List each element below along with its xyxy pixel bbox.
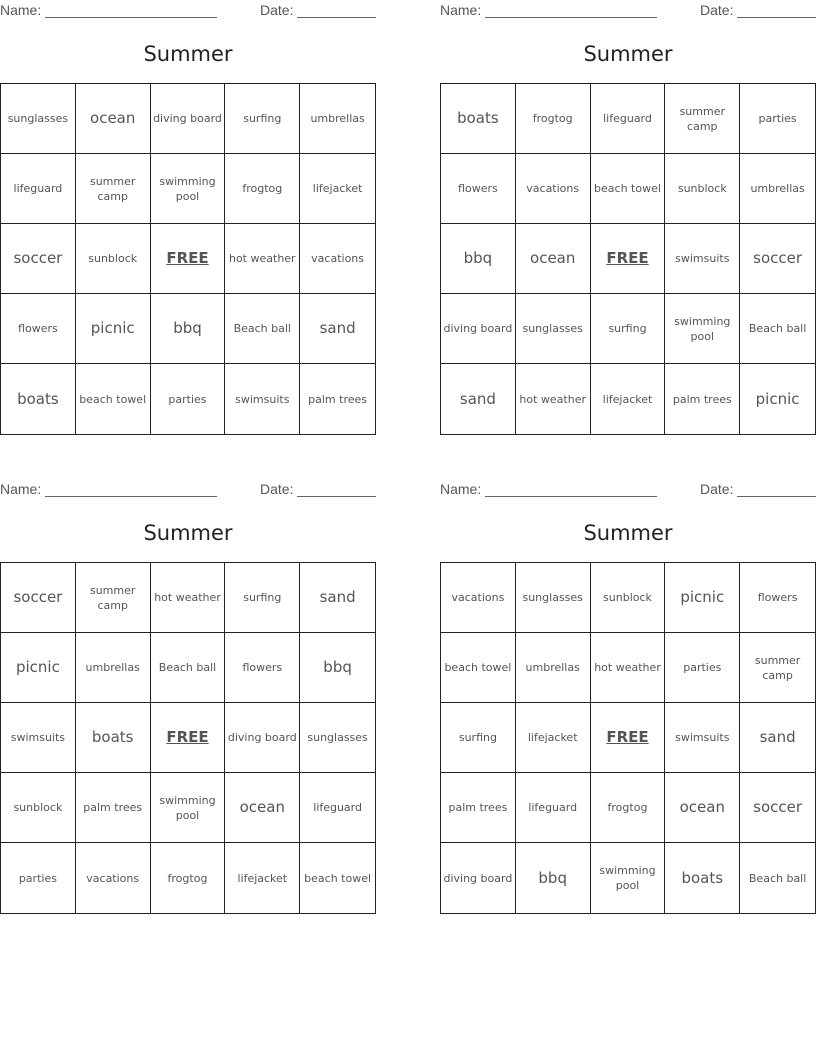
name-date-bar bbox=[0, 2, 376, 20]
bingo-cell: sunblock bbox=[1, 773, 76, 843]
bingo-cell: lifeguard bbox=[300, 773, 375, 843]
bingo-cell: picnic bbox=[665, 563, 740, 633]
date-label: Date: bbox=[260, 481, 294, 497]
free-space-cell: FREE bbox=[591, 224, 666, 294]
name-label: Name: bbox=[0, 481, 42, 497]
bingo-cell: sunglasses bbox=[1, 84, 76, 154]
bingo-cell: palm trees bbox=[665, 364, 740, 434]
bingo-cell: lifeguard bbox=[591, 84, 666, 154]
bingo-cell: sunblock bbox=[76, 224, 151, 294]
name-date-bar bbox=[0, 481, 376, 499]
bingo-cell: swimming pool bbox=[591, 843, 666, 913]
bingo-cell: palm trees bbox=[308, 392, 368, 406]
bingo-cell: picnic bbox=[1, 633, 76, 703]
bingo-cell: lifejacket bbox=[300, 154, 375, 224]
date-blank-line bbox=[737, 496, 816, 497]
bingo-cell: sand bbox=[300, 294, 375, 364]
name-label: Name: bbox=[440, 2, 482, 18]
bingo-cell: swimming pool bbox=[665, 294, 740, 364]
bingo-cell: sunglasses bbox=[516, 294, 591, 364]
bingo-cell: bbq bbox=[300, 633, 375, 703]
date-label: Date: bbox=[700, 481, 734, 497]
bingo-cell: Beach ball bbox=[740, 294, 815, 364]
bingo-cell: beach towel bbox=[304, 871, 372, 885]
bingo-grid bbox=[0, 83, 376, 435]
bingo-cell: sunblock bbox=[591, 563, 666, 633]
bingo-cell: lifejacket bbox=[225, 843, 300, 913]
free-space-cell: FREE bbox=[151, 703, 226, 773]
bingo-cell: swimming pool bbox=[151, 154, 226, 224]
date-blank-line bbox=[737, 17, 816, 18]
name-label: Name: bbox=[0, 2, 42, 18]
bingo-cell: umbrellas bbox=[516, 633, 591, 703]
bingo-cell: bbq bbox=[516, 843, 591, 913]
bingo-cell: picnic bbox=[755, 389, 800, 408]
bingo-cell: swimsuits bbox=[665, 224, 740, 294]
bingo-cell: surfing bbox=[225, 563, 300, 633]
bingo-cell: Beach ball bbox=[151, 633, 226, 703]
bingo-cell: flowers bbox=[441, 154, 516, 224]
free-space-cell: FREE bbox=[591, 703, 666, 773]
bingo-cell: surfing bbox=[591, 294, 666, 364]
bingo-cell: picnic bbox=[76, 294, 151, 364]
name-blank-line bbox=[45, 17, 217, 18]
bingo-cell: surfing bbox=[225, 84, 300, 154]
bingo-cell: beach towel bbox=[76, 364, 151, 434]
date-label: Date: bbox=[700, 2, 734, 18]
card-title: Summer bbox=[583, 42, 673, 66]
bingo-cell: summer camp bbox=[76, 154, 151, 224]
bingo-cell: umbrellas bbox=[300, 84, 375, 154]
bingo-cell: Beach ball bbox=[748, 871, 807, 885]
bingo-cell: soccer bbox=[1, 563, 76, 633]
bingo-cell: palm trees bbox=[76, 773, 151, 843]
bingo-cell: parties bbox=[665, 633, 740, 703]
bingo-grid bbox=[0, 562, 376, 914]
bingo-cell: lifejacket bbox=[516, 703, 591, 773]
card-title: Summer bbox=[143, 42, 233, 66]
bingo-cell: boats bbox=[1, 364, 76, 434]
bingo-cell: flowers bbox=[225, 633, 300, 703]
bingo-cell: summer camp bbox=[76, 563, 151, 633]
bingo-cell: swimsuits bbox=[1, 703, 76, 773]
bingo-cell: beach towel bbox=[591, 154, 666, 224]
bingo-cell: soccer bbox=[740, 773, 815, 843]
name-date-bar bbox=[440, 481, 816, 499]
bingo-cell: surfing bbox=[441, 703, 516, 773]
bingo-cell: flowers bbox=[1, 294, 76, 364]
bingo-cell: diving board bbox=[441, 294, 516, 364]
bingo-cell: palm trees bbox=[441, 773, 516, 843]
name-blank-line bbox=[485, 496, 657, 497]
bingo-cell: beach towel bbox=[441, 633, 516, 703]
date-blank-line bbox=[297, 17, 376, 18]
name-label: Name: bbox=[440, 481, 482, 497]
bingo-cell: flowers bbox=[740, 563, 815, 633]
bingo-cell: umbrellas bbox=[740, 154, 815, 224]
card-title: Summer bbox=[143, 521, 233, 545]
name-date-bar bbox=[440, 2, 816, 20]
bingo-cell: hot weather bbox=[516, 364, 591, 434]
bingo-cell: sand bbox=[740, 703, 815, 773]
bingo-cell: parties bbox=[740, 84, 815, 154]
bingo-grid bbox=[440, 83, 816, 435]
bingo-cell: hot weather bbox=[151, 563, 226, 633]
bingo-cell: sunglasses bbox=[300, 703, 375, 773]
bingo-cell: diving board bbox=[441, 843, 516, 913]
bingo-cell: ocean bbox=[225, 773, 300, 843]
bingo-cell: swimming pool bbox=[151, 773, 226, 843]
bingo-cell: vacations bbox=[516, 154, 591, 224]
bingo-cell: umbrellas bbox=[76, 633, 151, 703]
bingo-cell: parties bbox=[1, 843, 76, 913]
date-label: Date: bbox=[260, 2, 294, 18]
card-title: Summer bbox=[583, 521, 673, 545]
bingo-cell: diving board bbox=[151, 84, 226, 154]
bingo-cell: boats bbox=[441, 84, 516, 154]
bingo-cell: ocean bbox=[516, 224, 591, 294]
bingo-cell: lifeguard bbox=[516, 773, 591, 843]
bingo-cell: sand bbox=[441, 364, 516, 434]
bingo-cell: ocean bbox=[665, 773, 740, 843]
bingo-cell: soccer bbox=[1, 224, 76, 294]
bingo-cell: lifejacket bbox=[591, 364, 666, 434]
bingo-cell: sand bbox=[300, 563, 375, 633]
bingo-cell: frogtog bbox=[151, 843, 226, 913]
bingo-grid bbox=[440, 562, 816, 914]
bingo-cell: frogtog bbox=[591, 773, 666, 843]
bingo-cell: bbq bbox=[151, 294, 226, 364]
bingo-cell: boats bbox=[665, 843, 740, 913]
bingo-cell: swimsuits bbox=[665, 703, 740, 773]
bingo-cell: soccer bbox=[740, 224, 815, 294]
bingo-cell: summer camp bbox=[665, 84, 740, 154]
bingo-cell: swimsuits bbox=[225, 364, 300, 434]
bingo-cell: hot weather bbox=[591, 633, 666, 703]
bingo-cell: vacations bbox=[441, 563, 516, 633]
bingo-cell: lifeguard bbox=[1, 154, 76, 224]
bingo-cell: summer camp bbox=[740, 633, 815, 703]
bingo-cell: vacations bbox=[300, 224, 375, 294]
bingo-cell: hot weather bbox=[225, 224, 300, 294]
bingo-cell: frogtog bbox=[225, 154, 300, 224]
bingo-cell: sunglasses bbox=[516, 563, 591, 633]
bingo-cell: bbq bbox=[441, 224, 516, 294]
name-blank-line bbox=[485, 17, 657, 18]
bingo-cell: boats bbox=[76, 703, 151, 773]
bingo-cell: ocean bbox=[76, 84, 151, 154]
bingo-cell: diving board bbox=[225, 703, 300, 773]
name-blank-line bbox=[45, 496, 217, 497]
free-space-cell: FREE bbox=[151, 224, 226, 294]
date-blank-line bbox=[297, 496, 376, 497]
bingo-cell: parties bbox=[151, 364, 226, 434]
bingo-cell: sunblock bbox=[665, 154, 740, 224]
bingo-cell: Beach ball bbox=[225, 294, 300, 364]
bingo-cell: frogtog bbox=[516, 84, 591, 154]
bingo-cell: vacations bbox=[76, 843, 151, 913]
